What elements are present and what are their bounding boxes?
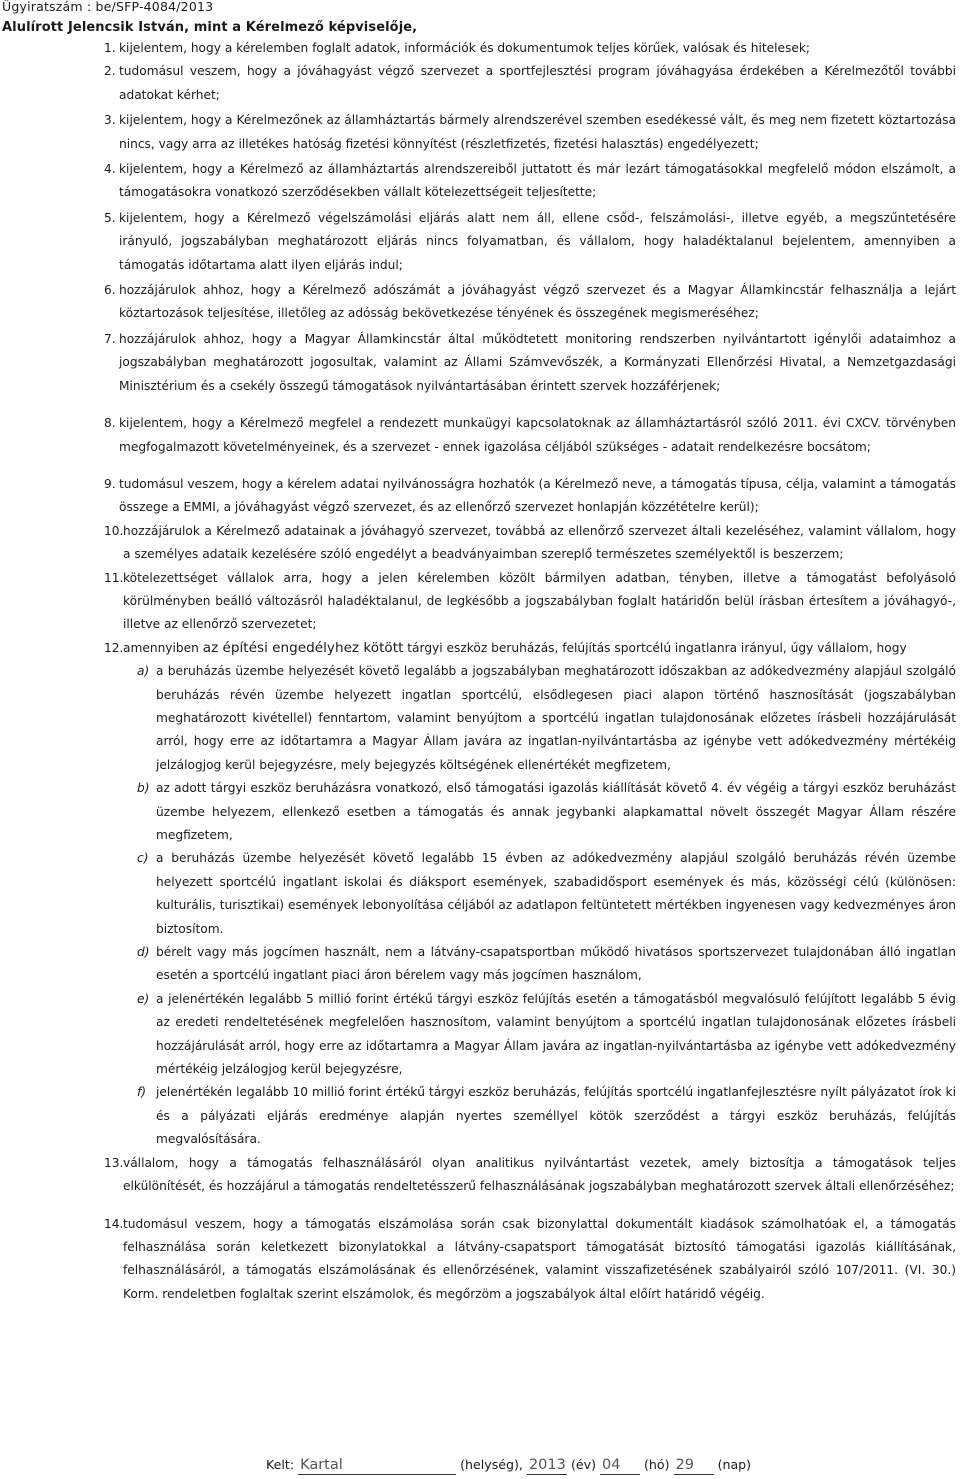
month-label: (hó) <box>644 1457 670 1472</box>
item-number: 12. <box>104 640 124 655</box>
item-text: kijelentem, hogy a Kérelmező az államháztartás alrendszereiből juttatott és már lezárt támogatásokkal megfelelő módon elszámolt, a támogatásokra vonatkozó szerződésekben vállalt kötelezettségeit teljesítette; <box>119 162 956 200</box>
item-number: 6. <box>104 283 116 298</box>
sub-item <box>104 777 956 847</box>
sub-item <box>104 660 956 777</box>
item-number: 3. <box>104 113 116 128</box>
document-number: Ügyiratszám : be/SFP-4084/2013 <box>2 0 214 14</box>
item-number: 11. <box>104 570 124 585</box>
sub-item-letter: e) <box>137 991 150 1006</box>
sub-item <box>104 1081 956 1151</box>
item-text: vállalom, hogy a támogatás felhasználásáról olyan analitikus nyilvántartást vezetek, amely biztosítja a támogatások teljes elkülönítését, és hozzájárul a támogatás rendeltetésszerű felhasználásának jogszabályban meghatározott szervek általi ellenőrzéséhez; <box>123 1155 956 1194</box>
item-number: 8. <box>104 416 116 431</box>
day-label: (nap) <box>717 1457 752 1472</box>
list-item <box>104 1213 956 1307</box>
sub-item-text: jelenértékén legalább 10 millió forint értékű tárgyi eszköz beruházás, felújítás sportcélú ingatlanfejlesztésre nyílt pályázatot írok ki és a pályázati eljárás eredménye alapján nyertes személlyel kötök szerződést a tárgyi eszköz beruházás, felújítás megvalósítására. <box>156 1085 956 1147</box>
list-item <box>104 567 956 637</box>
list-item <box>104 412 956 459</box>
item-text-post: tárgyi eszköz beruházás, felújítás sportcélú ingatlanra irányul, úgy vállalom, hogy <box>407 640 907 655</box>
sub-item-text: a beruházás üzembe helyezését követő legalább a jogszabályban meghatározott időszakban az adókedvezmény alapjául szolgáló beruházás révén üzembe helyezett ingatlan sportcélú, elsődlegesen piaci alapon történő hasznosítását (jogszabályban meghatározott kivétellel) fenntartom, valamint benyújtom a sportcélú ingatlan tulajdonosának előzetes írásbeli hozzájárulását arról, hogy erre az időtartamra a Magyar Állam javára az ingatlan-nyilvántartásba az igénybe vett adókedvezmény mértékéig jelzálogjog kerül bejegyzésre, mely bejegyzés költségének ellenértékét megfizetem, <box>156 664 956 772</box>
sub-item-text: az adott tárgyi eszköz beruházásra vonatkozó, első támogatási igazolás kiállítását követő 4. év végéig a tárgyi eszköz beruházást üzembe helyezem, ellenkező esetben a támogatás és annak jegybanki alapkamattal növelt összegét Magyar Állam részére megfizetem, <box>156 781 956 842</box>
sub-item <box>104 988 956 1082</box>
day-field[interactable]: 29 <box>674 1457 714 1475</box>
list-item <box>104 637 956 660</box>
sub-item <box>104 847 956 941</box>
date-place-line <box>266 1455 751 1475</box>
declaration-list <box>104 37 956 1306</box>
item-text: tudomásul veszem, hogy a jóváhagyást végző szervezet a sportfejlesztési program jóváhagyása érdekében a Kérelmezőtől további adatokat kérhet; <box>119 64 956 102</box>
item-number: 1. <box>104 41 116 55</box>
item-number: 10. <box>104 523 124 538</box>
sub-item-letter: c) <box>137 851 149 866</box>
list-item <box>104 279 956 326</box>
month-field[interactable]: 04 <box>600 1457 640 1475</box>
list-item <box>104 520 956 567</box>
sub-item-letter: f) <box>137 1085 147 1100</box>
item-text: kijelentem, hogy a Kérelmező végelszámolási eljárás alatt nem áll, ellene csőd-, felszámolási-, illetve egyéb, a megszűntetésére irányuló, jogszabályban meghatározott eljárás nincs folyamatban, és vállalom, hogy haladéktalanul bejelentem, amennyiben a támogatás időtartama alatt ilyen eljárás indul; <box>119 210 956 272</box>
item-text: kijelentem, hogy a Kérelmezőnek az államháztartás bármely alrendszerével szemben esedékessé vált, és meg nem fizetett köztartozása nincs, vagy arra az illetékes hatóság fizetési könnyítést (részletfizetés, fizetési halasztás) engedélyezett; <box>119 113 956 151</box>
item-number: 7. <box>104 331 116 346</box>
list-item <box>104 158 956 205</box>
sub-item-text: bérelt vagy más jogcímen használt, nem a látvány-csapatsportban működő hivatásos sportszervezet tulajdonában álló ingatlan esetén a sportcélú ingatlant piaci áron bérelem vagy más jogcímen használom, <box>156 945 956 983</box>
sub-item-text: a beruházás üzembe helyezését követő legalább 15 évben az adókedvezmény alapjául szolgáló beruházás révén üzembe helyezett sportcélú ingatlant iskolai és diáksport események, szabadidősport események és más, közösségi célú (különösen: kulturális, turisztikai) események lebonyolítása céljából az adatlapon feltüntetett mértékben ingyenesen vagy kedvezményes áron biztosítom. <box>156 851 956 936</box>
place-field[interactable]: Kartal <box>298 1457 456 1475</box>
signer-line: Alulírott Jelencsik István, mint a Kérelmező képviselője, <box>2 20 418 35</box>
item-number: 9. <box>104 476 116 491</box>
list-item <box>104 207 956 277</box>
item-number: 2. <box>104 64 116 79</box>
place-label: (helység), <box>460 1457 523 1472</box>
item-number: 14. <box>104 1216 124 1231</box>
item-text: kijelentem, hogy a kérelemben foglalt adatok, információk és dokumentumok teljes körűek, valósak és hitelesek; <box>119 41 811 55</box>
item-text: hozzájárulok ahhoz, hogy a Magyar Államkincstár által működtetett monitoring rendszerben nyilvántartott igénylői adataimhoz a jogszabályban meghatározott jogosultak, valamint az Állami Számvevőszék, a Kormányzati Ellenőrzési Hivatal, a Nemzetgazdasági Minisztérium és a csekély összegű támogatások nyilvántartásában érintett szervek hozzáférjenek; <box>119 331 956 393</box>
item-text: kijelentem, hogy a Kérelmező megfelel a rendezett munkaügyi kapcsolatoknak az államháztartásról szóló 2011. évi CXCV. törvényben megfogalmazott követelményeinek, és a szervezet - ennek igazolása céljából szükséges - adatait rendelkezésre bocsátom; <box>119 416 956 454</box>
list-item <box>104 473 956 520</box>
sub-item <box>104 941 956 988</box>
sub-item-text: a jelenértékén legalább 5 millió forint értékű tárgyi eszköz felújítás esetén a támogatásból megvalósuló felújított legalább 5 évig az eredeti rendeltetésének megfelelően hasznosítom, valamint benyújtom a sportcélú ingatlan tulajdonosának előzetes írásbeli hozzájárulását arról, hogy erre az időtartamra a Magyar Állam javára az ingatlan-nyilvántartásba az igénybe vett adókedvezmény mértékéig jelzálogjog kerül bejegyzésre, <box>156 991 956 1077</box>
list-item <box>104 328 956 398</box>
item-number: 4. <box>104 162 116 177</box>
year-field[interactable]: 2013 <box>528 1457 566 1473</box>
item-number: 13. <box>104 1155 124 1170</box>
item-text: tudomásul veszem, hogy a kérelem adatai nyilvánosságra hozhatók (a Kérelmező neve, a támogatás típusa, célja, valamint a támogatás összege a EMMI, a jóváhagyást végző szervezet, és az ellenőrző szervezet honlapján közzétételre kerül); <box>119 476 956 515</box>
item-number: 5. <box>104 210 116 225</box>
list-item <box>104 37 956 60</box>
item-text: hozzájárulok a Kérelmező adatainak a jóváhagyó szervezet, továbbá az ellenőrző szervezet általi kezeléséhez, valamint vállalom, hogy a személyes adataik kezelésére szóló engedélyt a beadványaimban szereplő természetes személyektől is beszerzem; <box>123 523 956 562</box>
item-text: kötelezettséget vállalok arra, hogy a jelen kérelemben közölt bármilyen adatban, tényben, illetve a támogatást befolyásoló körülményben beálló változásról haladéktalanul, de legkésőbb a jogszabályban foglalt határidőn belül írásban értesítem a jóváhagyó-, illetve az ellenőrző szervezetet; <box>123 570 956 632</box>
list-item <box>104 109 956 156</box>
sub-item-letter: b) <box>137 781 150 796</box>
sub-item-letter: a) <box>137 664 150 679</box>
year-label: (év) <box>570 1457 596 1472</box>
item-text-pre: amennyiben <box>123 640 199 655</box>
item-text: tudomásul veszem, hogy a támogatás elszámolása során csak bizonylattal dokumentált kiadások számolhatóak el, a támogatás felhasználása során keletkezett bizonylatokkal a látvány-csapatsport támogatását biztosító támogatási igazolás kiállításának, felhasználásáról, a támogatás elszámolásának és ellenőrzésének, valamint visszafizetésének szabályairól szóló 107/2011. (VI. 30.) Korm. rendeletben foglaltak szerint elszámolok, és megőrzöm a jogszabályok által előírt határidő végéig. <box>123 1216 956 1301</box>
sub-item-letter: d) <box>137 945 150 960</box>
list-item <box>104 60 956 107</box>
kelt-label: Kelt: <box>266 1457 295 1472</box>
item-text-highlight: az építési engedélyhez kötött <box>202 639 404 656</box>
list-item <box>104 1152 956 1199</box>
item-text: hozzájárulok ahhoz, hogy a Kérelmező adószámát a jóváhagyást végző szervezet és a Magyar Államkincstár felhasználja a lejárt köztartozások teljesítése, illetőleg az adósság bekövetkezése tényének és összegének megismeréséhez; <box>119 283 956 321</box>
